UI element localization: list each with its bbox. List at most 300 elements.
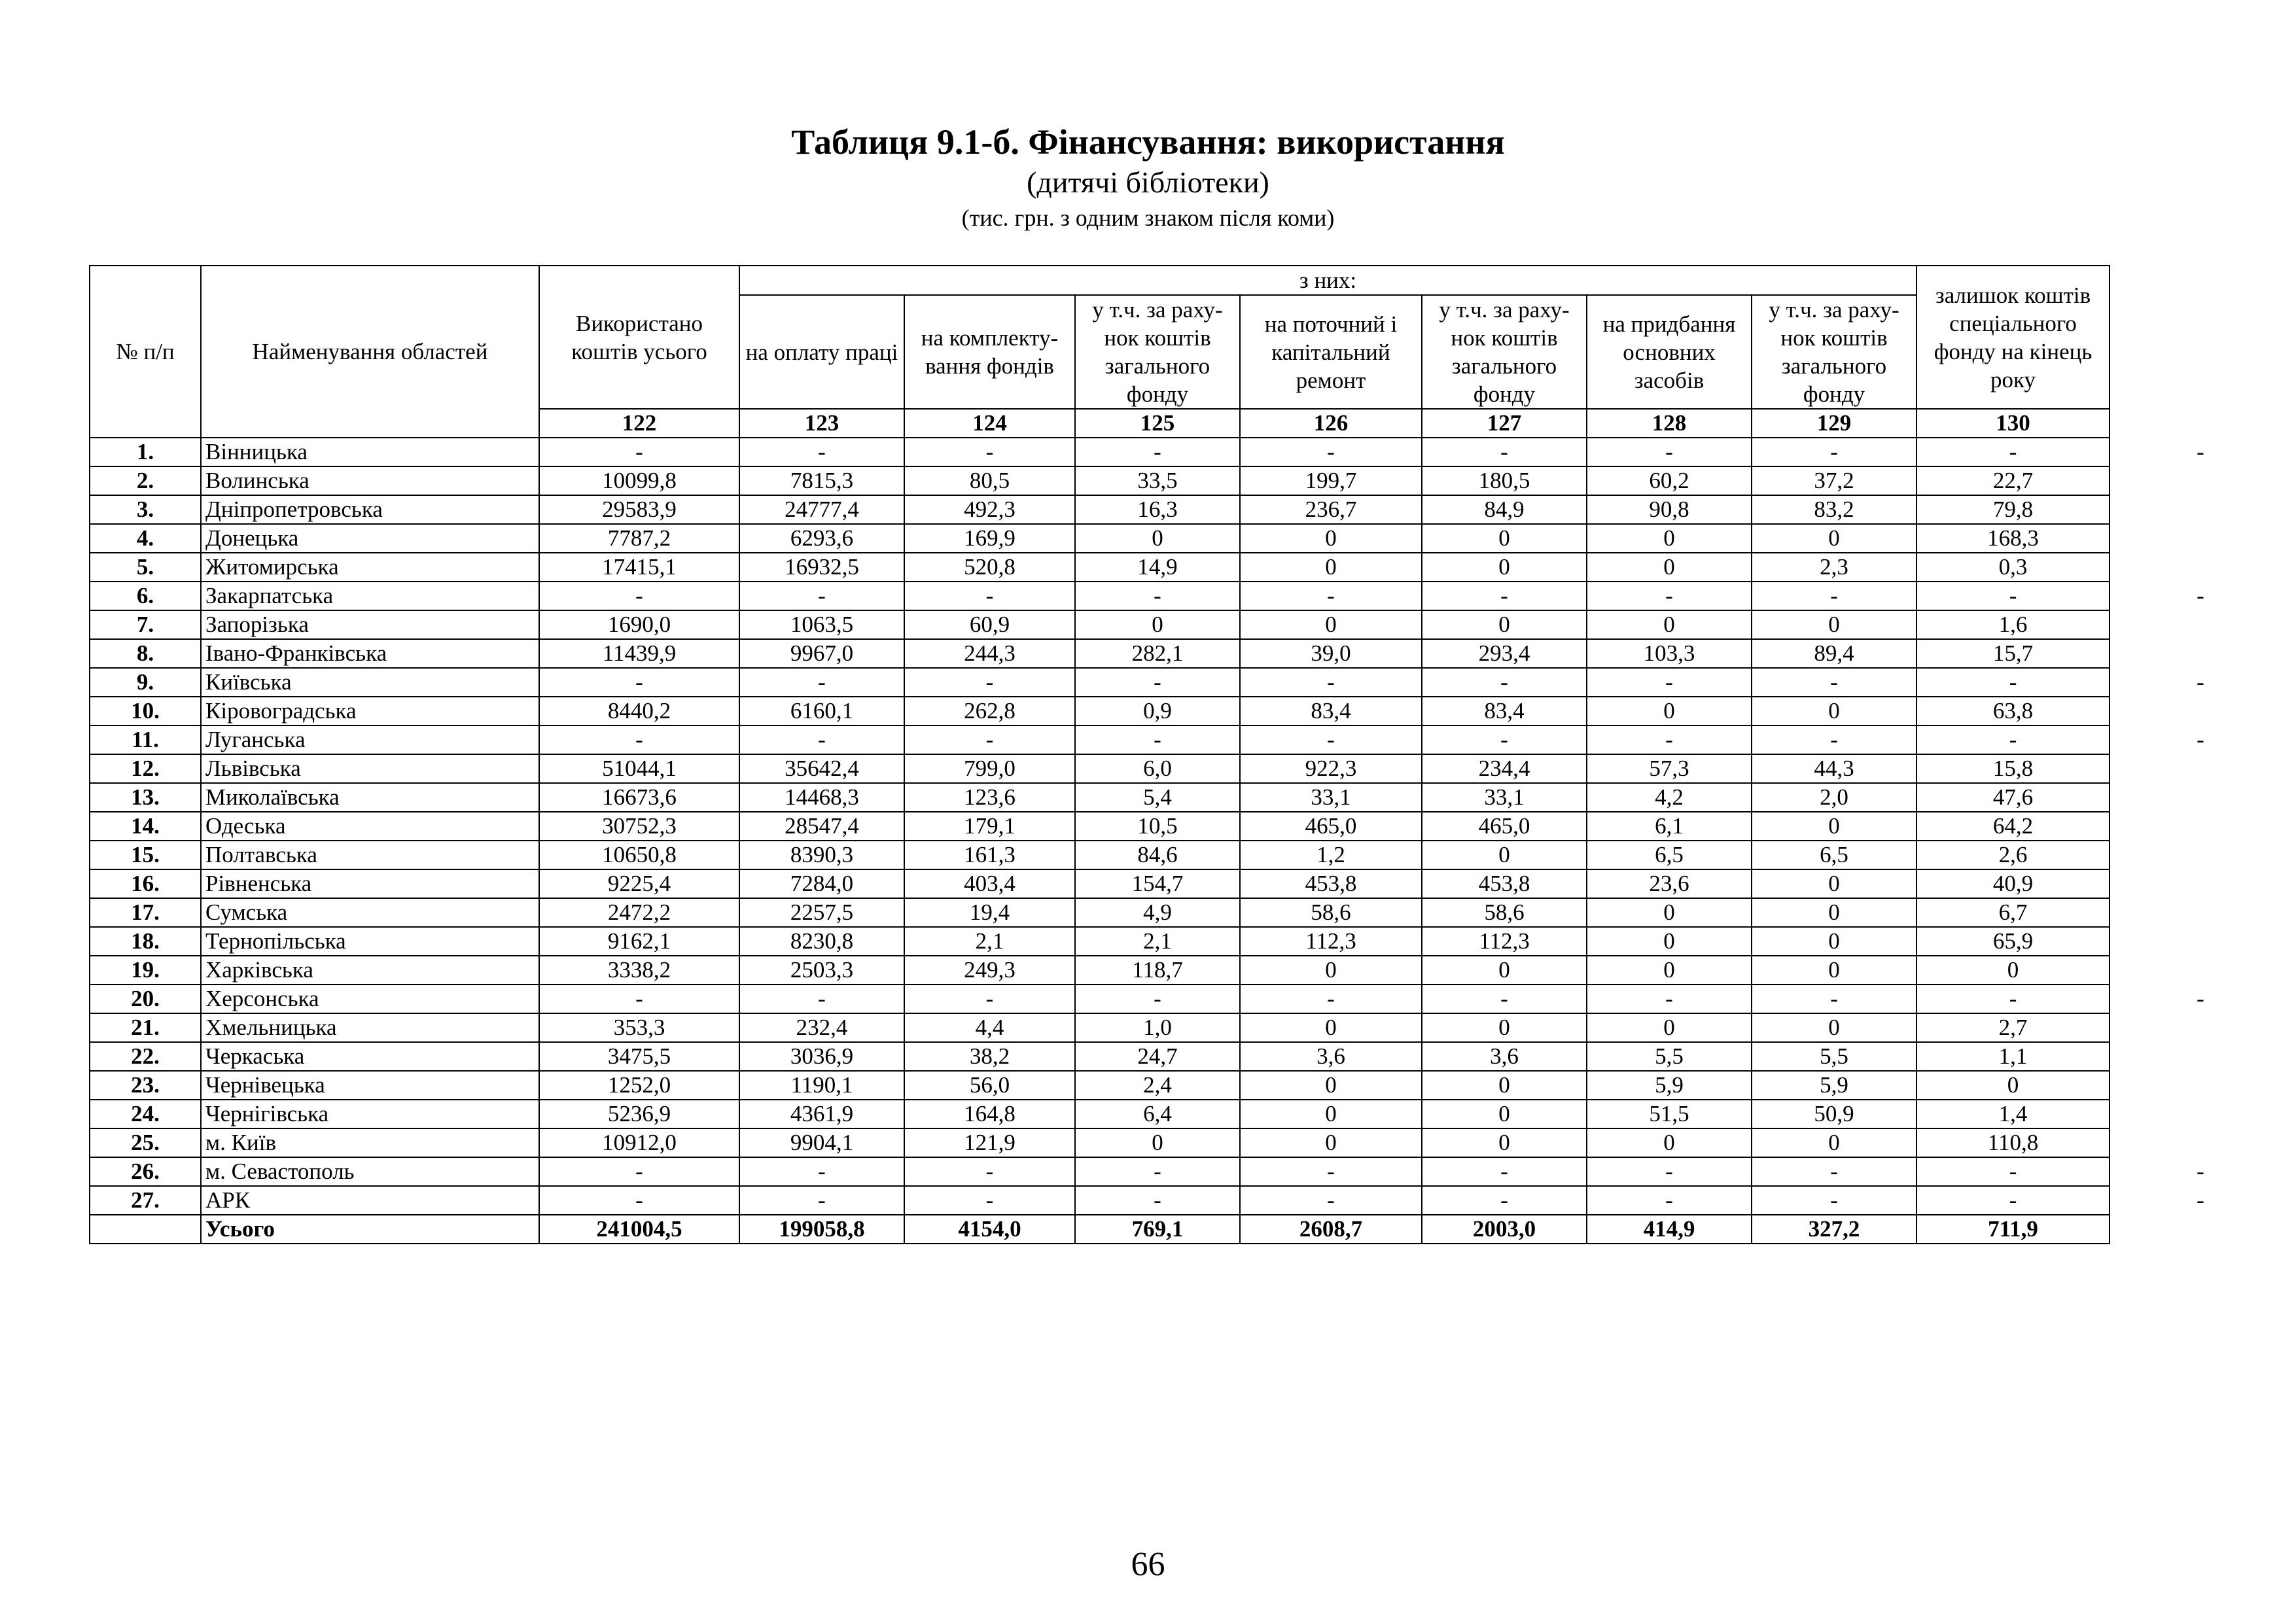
value-cell: - (1916, 1186, 2110, 1215)
value-cell: - (1240, 1186, 1422, 1215)
region-name: Миколаївська (201, 783, 539, 812)
value-cell: - (1587, 438, 1752, 466)
value-cell: 60,2 (1587, 466, 1752, 495)
value-cell: 3338,2 (539, 956, 739, 985)
value-cell: - (904, 1157, 1075, 1186)
value-cell: 0 (1422, 553, 1587, 582)
value-cell: - (739, 438, 904, 466)
value-cell: 4,4 (904, 1013, 1075, 1042)
header-used-total: Використано коштів усього (539, 266, 739, 409)
value-cell: 22,7 (1916, 466, 2110, 495)
region-name: Херсонська (201, 985, 539, 1013)
value-cell: - (1587, 725, 1752, 754)
value-cell: 7284,0 (739, 869, 904, 898)
region-name: м. Севастополь (201, 1157, 539, 1186)
total-value: 414,9 (1587, 1215, 1752, 1244)
value-cell: 453,8 (1240, 869, 1422, 898)
value-cell: 0 (1422, 524, 1587, 553)
value-cell: 6,1 (1587, 812, 1752, 841)
value-cell: - (1916, 582, 2110, 610)
value-cell: 84,6 (1075, 841, 1240, 869)
value-cell: 5,9 (1752, 1071, 1916, 1100)
header-row-1 (90, 266, 2110, 295)
total-value: 769,1 (1075, 1215, 1240, 1244)
value-cell: 0 (1752, 898, 1916, 927)
value-cell: 0 (1587, 697, 1752, 725)
value-cell: 9162,1 (539, 927, 739, 956)
value-cell: - (539, 985, 739, 1013)
row-number: 18. (90, 927, 201, 956)
value-cell: 0 (1752, 610, 1916, 639)
value-cell: - (1752, 438, 1916, 466)
total-value: 2003,0 (1422, 1215, 1587, 1244)
table-row (90, 841, 2110, 869)
value-cell: - (1752, 725, 1916, 754)
value-cell: 56,0 (904, 1071, 1075, 1100)
value-cell: 0 (1587, 1128, 1752, 1157)
value-cell: 11439,9 (539, 639, 739, 668)
header-acquisition-general: у т.ч. за раху-нок коштів загального фонду (1075, 295, 1240, 409)
row-number: 12. (90, 754, 201, 783)
value-cell: 234,4 (1422, 754, 1587, 783)
row-number: 7. (90, 610, 201, 639)
value-cell: 58,6 (1240, 898, 1422, 927)
table-row (90, 582, 2110, 610)
outside-dash-mark: - (2197, 583, 2204, 608)
financing-table (89, 265, 2110, 1244)
value-cell: - (1916, 725, 2110, 754)
value-cell: - (1240, 985, 1422, 1013)
value-cell: 90,8 (1587, 495, 1752, 524)
total-empty-cell (90, 1215, 201, 1244)
value-cell: 3,6 (1422, 1042, 1587, 1071)
value-cell: - (539, 668, 739, 697)
row-number: 21. (90, 1013, 201, 1042)
value-cell: 2257,5 (739, 898, 904, 927)
value-cell: 6,4 (1075, 1100, 1240, 1128)
value-cell: - (1422, 1157, 1587, 1186)
value-cell: 15,7 (1916, 639, 2110, 668)
value-cell: - (904, 725, 1075, 754)
value-cell: - (1752, 985, 1916, 1013)
table-row (90, 869, 2110, 898)
value-cell: 64,2 (1916, 812, 2110, 841)
row-number: 26. (90, 1157, 201, 1186)
value-cell: 0 (1587, 610, 1752, 639)
value-cell: - (1075, 985, 1240, 1013)
total-value: 711,9 (1916, 1215, 2110, 1244)
value-cell: - (904, 985, 1075, 1013)
table-row (90, 1071, 2110, 1100)
value-cell: - (904, 582, 1075, 610)
value-cell: 50,9 (1752, 1100, 1916, 1128)
value-cell: 161,3 (904, 841, 1075, 869)
row-number: 11. (90, 725, 201, 754)
value-cell: 3475,5 (539, 1042, 739, 1071)
value-cell: - (1240, 725, 1422, 754)
value-cell: 0 (1422, 1128, 1587, 1157)
value-cell: - (1075, 438, 1240, 466)
value-cell: - (904, 1186, 1075, 1215)
value-cell: 453,8 (1422, 869, 1587, 898)
value-cell: - (1916, 985, 2110, 1013)
value-cell: 0 (1752, 697, 1916, 725)
table-row (90, 697, 2110, 725)
value-cell: 63,8 (1916, 697, 2110, 725)
header-assets: на придбання основних засобів (1587, 295, 1752, 409)
value-cell: 110,8 (1916, 1128, 2110, 1157)
region-name: Тернопільська (201, 927, 539, 956)
region-name: Вінницька (201, 438, 539, 466)
value-cell: 6,5 (1587, 841, 1752, 869)
value-cell: 1,2 (1240, 841, 1422, 869)
row-number: 17. (90, 898, 201, 927)
value-cell: 0 (1587, 524, 1752, 553)
value-cell: 8230,8 (739, 927, 904, 956)
table-row (90, 553, 2110, 582)
table-subtitle: (дитячі бібліотеки) (1027, 166, 1269, 199)
value-cell: 2503,3 (739, 956, 904, 985)
region-name: Закарпатська (201, 582, 539, 610)
value-cell: 2,6 (1916, 841, 2110, 869)
value-cell: 1063,5 (739, 610, 904, 639)
row-number: 16. (90, 869, 201, 898)
header-repair-general: у т.ч. за раху-нок коштів загального фонду (1422, 295, 1587, 409)
total-row (90, 1215, 2110, 1244)
value-cell: 249,3 (904, 956, 1075, 985)
value-cell: 0 (1075, 524, 1240, 553)
row-number: 5. (90, 553, 201, 582)
value-cell: 180,5 (1422, 466, 1587, 495)
value-cell: 10912,0 (539, 1128, 739, 1157)
value-cell: 0 (1752, 1128, 1916, 1157)
value-cell: 0 (1240, 1128, 1422, 1157)
value-cell: 1,6 (1916, 610, 2110, 639)
value-cell: 15,8 (1916, 754, 2110, 783)
value-cell: 19,4 (904, 898, 1075, 927)
row-number: 27. (90, 1186, 201, 1215)
value-cell: - (1240, 582, 1422, 610)
value-cell: 1690,0 (539, 610, 739, 639)
value-cell: 0 (1422, 610, 1587, 639)
value-cell: 79,8 (1916, 495, 2110, 524)
value-cell: - (1422, 582, 1587, 610)
table-row (90, 754, 2110, 783)
value-cell: 3,6 (1240, 1042, 1422, 1071)
value-cell: 1190,1 (739, 1071, 904, 1100)
value-cell: 2,0 (1752, 783, 1916, 812)
value-cell: 58,6 (1422, 898, 1587, 927)
value-cell: 0 (1587, 1013, 1752, 1042)
table-row (90, 466, 2110, 495)
table-row (90, 1100, 2110, 1128)
value-cell: 5,4 (1075, 783, 1240, 812)
value-cell: 60,9 (904, 610, 1075, 639)
value-cell: 5,5 (1587, 1042, 1752, 1071)
value-cell: 10,5 (1075, 812, 1240, 841)
row-number: 8. (90, 639, 201, 668)
value-cell: 24,7 (1075, 1042, 1240, 1071)
value-cell: - (739, 668, 904, 697)
value-cell: 10099,8 (539, 466, 739, 495)
value-cell: 29583,9 (539, 495, 739, 524)
value-cell: - (1422, 725, 1587, 754)
value-cell: 37,2 (1752, 466, 1916, 495)
header-acquisition: на комплекту-вання фондів (904, 295, 1075, 409)
value-cell: - (539, 1186, 739, 1215)
value-cell: 9904,1 (739, 1128, 904, 1157)
value-cell: - (1422, 985, 1587, 1013)
value-cell: 23,6 (1587, 869, 1752, 898)
table-row (90, 438, 2110, 466)
row-number: 19. (90, 956, 201, 985)
value-cell: - (1075, 582, 1240, 610)
value-cell: 0 (1240, 524, 1422, 553)
value-cell: 121,9 (904, 1128, 1075, 1157)
value-cell: 465,0 (1240, 812, 1422, 841)
value-cell: 179,1 (904, 812, 1075, 841)
value-cell: 14468,3 (739, 783, 904, 812)
value-cell: 51,5 (1587, 1100, 1752, 1128)
table-row (90, 927, 2110, 956)
value-cell: 35642,4 (739, 754, 904, 783)
region-name: Дніпропетровська (201, 495, 539, 524)
value-cell: - (1587, 668, 1752, 697)
value-cell: 4,9 (1075, 898, 1240, 927)
value-cell: - (1075, 668, 1240, 697)
value-cell: 0 (1752, 812, 1916, 841)
page-number: 66 (1131, 1546, 1165, 1583)
value-cell: 16673,6 (539, 783, 739, 812)
value-cell: 40,9 (1916, 869, 2110, 898)
value-cell: 0 (1752, 1013, 1916, 1042)
value-cell: 3036,9 (739, 1042, 904, 1071)
row-number: 20. (90, 985, 201, 1013)
region-name: АРК (201, 1186, 539, 1215)
value-cell: - (1240, 438, 1422, 466)
table-row (90, 898, 2110, 927)
table-row (90, 668, 2110, 697)
units-note: (тис. грн. з одним знаком після коми) (961, 205, 1335, 231)
value-cell: - (739, 1157, 904, 1186)
column-number: 127 (1422, 409, 1587, 438)
value-cell: - (1240, 1157, 1422, 1186)
value-cell: 0 (1240, 553, 1422, 582)
table-row (90, 610, 2110, 639)
row-number: 13. (90, 783, 201, 812)
total-value: 4154,0 (904, 1215, 1075, 1244)
row-number: 22. (90, 1042, 201, 1071)
value-cell: 0 (1075, 1128, 1240, 1157)
value-cell: 0 (1240, 1013, 1422, 1042)
value-cell: 33,5 (1075, 466, 1240, 495)
column-number: 122 (539, 409, 739, 438)
value-cell: 5,9 (1587, 1071, 1752, 1100)
value-cell: 154,7 (1075, 869, 1240, 898)
value-cell: - (1587, 985, 1752, 1013)
value-cell: - (539, 725, 739, 754)
value-cell: 0 (1587, 956, 1752, 985)
region-name: Кіровоградська (201, 697, 539, 725)
value-cell: - (1422, 668, 1587, 697)
value-cell: 282,1 (1075, 639, 1240, 668)
value-cell: 7815,3 (739, 466, 904, 495)
header-repair: на поточний і капітальний ремонт (1240, 295, 1422, 409)
region-name: Київська (201, 668, 539, 697)
value-cell: 83,4 (1422, 697, 1587, 725)
row-number: 6. (90, 582, 201, 610)
outside-dash-mark: - (2197, 1187, 2204, 1213)
value-cell: - (539, 582, 739, 610)
outside-dash-mark: - (2197, 986, 2204, 1011)
value-cell: 0 (1752, 956, 1916, 985)
value-cell: 0 (1422, 1100, 1587, 1128)
table-title: Таблиця 9.1-б. Фінансування: використання (791, 122, 1505, 162)
value-cell: - (1916, 438, 2110, 466)
value-cell: - (1587, 1186, 1752, 1215)
value-cell: 28547,4 (739, 812, 904, 841)
header-assets-general: у т.ч. за раху-нок коштів загального фонду (1752, 295, 1916, 409)
value-cell: 2,3 (1752, 553, 1916, 582)
value-cell: 2472,2 (539, 898, 739, 927)
value-cell: 7787,2 (539, 524, 739, 553)
value-cell: 16932,5 (739, 553, 904, 582)
outside-dash-mark: - (2197, 669, 2204, 695)
value-cell: - (539, 1157, 739, 1186)
value-cell: - (1075, 1186, 1240, 1215)
value-cell: 199,7 (1240, 466, 1422, 495)
value-cell: 0 (1075, 610, 1240, 639)
value-cell: 80,5 (904, 466, 1075, 495)
value-cell: 0 (1752, 524, 1916, 553)
value-cell: 103,3 (1587, 639, 1752, 668)
value-cell: 232,4 (739, 1013, 904, 1042)
value-cell: - (1752, 1186, 1916, 1215)
value-cell: - (1916, 668, 2110, 697)
row-number: 4. (90, 524, 201, 553)
value-cell: 0 (1240, 956, 1422, 985)
value-cell: 9225,4 (539, 869, 739, 898)
value-cell: - (539, 438, 739, 466)
value-cell: 16,3 (1075, 495, 1240, 524)
value-cell: - (739, 1186, 904, 1215)
value-cell: 465,0 (1422, 812, 1587, 841)
value-cell: 9967,0 (739, 639, 904, 668)
table-row (90, 725, 2110, 754)
column-number: 126 (1240, 409, 1422, 438)
table-row (90, 1186, 2110, 1215)
value-cell: 492,3 (904, 495, 1075, 524)
value-cell: 0 (1422, 1013, 1587, 1042)
value-cell: 353,3 (539, 1013, 739, 1042)
value-cell: 262,8 (904, 697, 1075, 725)
region-name: Харківська (201, 956, 539, 985)
region-name: м. Київ (201, 1128, 539, 1157)
row-number: 23. (90, 1071, 201, 1100)
value-cell: 2,1 (1075, 927, 1240, 956)
value-cell: 4,2 (1587, 783, 1752, 812)
table-row (90, 812, 2110, 841)
value-cell: 47,6 (1916, 783, 2110, 812)
value-cell: 8440,2 (539, 697, 739, 725)
table-row (90, 495, 2110, 524)
value-cell: 0 (1422, 956, 1587, 985)
value-cell: 38,2 (904, 1042, 1075, 1071)
region-name: Чернігівська (201, 1100, 539, 1128)
value-cell: 0 (1916, 1071, 2110, 1100)
value-cell: 0 (1240, 610, 1422, 639)
value-cell: 84,9 (1422, 495, 1587, 524)
row-number: 1. (90, 438, 201, 466)
value-cell: 1,1 (1916, 1042, 2110, 1071)
region-name: Хмельницька (201, 1013, 539, 1042)
value-cell: 5,5 (1752, 1042, 1916, 1071)
value-cell: - (1752, 1157, 1916, 1186)
region-name: Донецька (201, 524, 539, 553)
value-cell: 293,4 (1422, 639, 1587, 668)
header-special-balance: залишок коштів спеціального фонду на кінець року (1916, 266, 2110, 409)
value-cell: 6160,1 (739, 697, 904, 725)
value-cell: 51044,1 (539, 754, 739, 783)
table-row (90, 985, 2110, 1013)
value-cell: 0 (1422, 1071, 1587, 1100)
region-name: Полтавська (201, 841, 539, 869)
value-cell: - (739, 985, 904, 1013)
value-cell: 0 (1587, 898, 1752, 927)
value-cell: 1252,0 (539, 1071, 739, 1100)
value-cell: - (904, 668, 1075, 697)
row-number: 9. (90, 668, 201, 697)
column-number: 128 (1587, 409, 1752, 438)
value-cell: 168,3 (1916, 524, 2110, 553)
value-cell: 2,1 (904, 927, 1075, 956)
value-cell: 6,5 (1752, 841, 1916, 869)
value-cell: 4361,9 (739, 1100, 904, 1128)
value-cell: 57,3 (1587, 754, 1752, 783)
region-name: Рівненська (201, 869, 539, 898)
value-cell: 83,2 (1752, 495, 1916, 524)
row-number: 25. (90, 1128, 201, 1157)
value-cell: 922,3 (1240, 754, 1422, 783)
value-cell: 236,7 (1240, 495, 1422, 524)
header-labor: на оплату праці (739, 295, 904, 409)
value-cell: 39,0 (1240, 639, 1422, 668)
region-name: Луганська (201, 725, 539, 754)
value-cell: 44,3 (1752, 754, 1916, 783)
table-row (90, 639, 2110, 668)
outside-dash-mark: - (2197, 439, 2204, 464)
value-cell: 123,6 (904, 783, 1075, 812)
value-cell: 169,9 (904, 524, 1075, 553)
value-cell: 1,4 (1916, 1100, 2110, 1128)
value-cell: 8390,3 (739, 841, 904, 869)
value-cell: 33,1 (1422, 783, 1587, 812)
table-row (90, 1042, 2110, 1071)
value-cell: 6293,6 (739, 524, 904, 553)
region-name: Запорізька (201, 610, 539, 639)
value-cell: 112,3 (1240, 927, 1422, 956)
total-label: Усього (201, 1215, 539, 1244)
value-cell: - (1240, 668, 1422, 697)
row-number: 2. (90, 466, 201, 495)
value-cell: 6,7 (1916, 898, 2110, 927)
header-no: № п/п (90, 266, 201, 438)
value-cell: 65,9 (1916, 927, 2110, 956)
region-name: Одеська (201, 812, 539, 841)
value-cell: - (1075, 725, 1240, 754)
value-cell: 33,1 (1240, 783, 1422, 812)
row-number: 3. (90, 495, 201, 524)
